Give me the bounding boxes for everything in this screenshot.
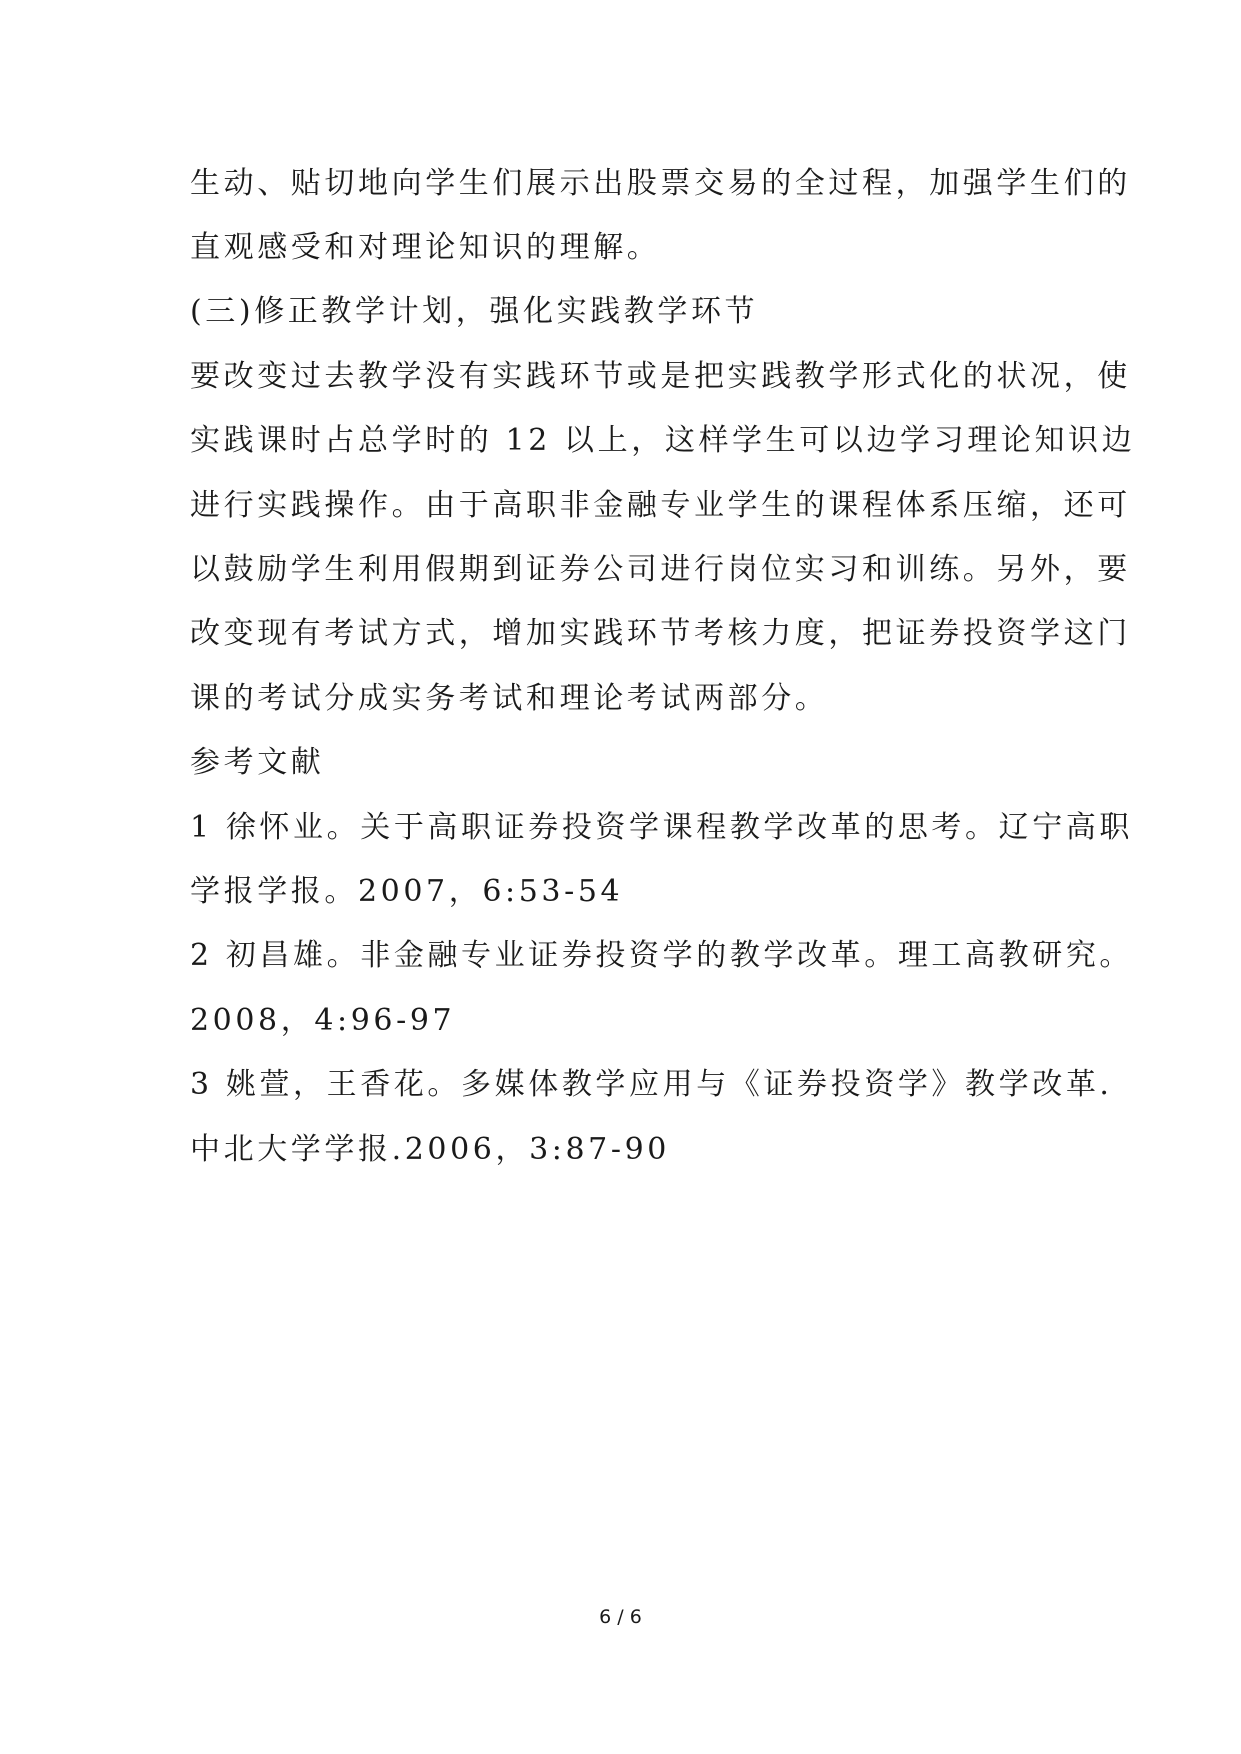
reference-line-1: 1 徐怀业。关于高职证券投资学课程教学改革的思考。辽宁高职 <box>190 810 1134 845</box>
reference-line-5: 3 姚萱，王香花。多媒体教学应用与《证券投资学》教学改革. <box>190 1067 1113 1102</box>
body-line-5: 实践课时占总学时的 12 以上，这样学生可以边学习理论知识边 <box>190 423 1136 458</box>
reference-line-4: 2008，4:96-97 <box>190 1003 456 1038</box>
body-line-6: 进行实践操作。由于高职非金融专业学生的课程体系压缩，还可 <box>190 488 1131 523</box>
body-line-8: 改变现有考试方式，增加实践环节考核力度，把证券投资学这门 <box>190 616 1131 651</box>
body-line-4: 要改变过去教学没有实践环节或是把实践教学形式化的状况，使 <box>190 359 1131 394</box>
body-line-2: 直观感受和对理论知识的理解。 <box>190 230 661 265</box>
body-line-1: 生动、贴切地向学生们展示出股票交易的全过程，加强学生们的 <box>190 166 1131 201</box>
references-heading: 参考文献 <box>190 745 325 780</box>
page-number: 6 / 6 <box>599 1606 642 1628</box>
reference-line-2: 学报学报。2007，6:53-54 <box>190 874 624 909</box>
reference-line-3: 2 初昌雄。非金融专业证券投资学的教学改革。理工高教研究。 <box>190 938 1134 973</box>
reference-line-6: 中北大学学报.2006，3:87-90 <box>190 1132 670 1167</box>
body-line-9: 课的考试分成实务考试和理论考试两部分。 <box>190 681 829 716</box>
section-heading: (三)修正教学计划，强化实践教学环节 <box>190 294 759 329</box>
body-line-7: 以鼓励学生利用假期到证券公司进行岗位实习和训练。另外，要 <box>190 552 1131 587</box>
